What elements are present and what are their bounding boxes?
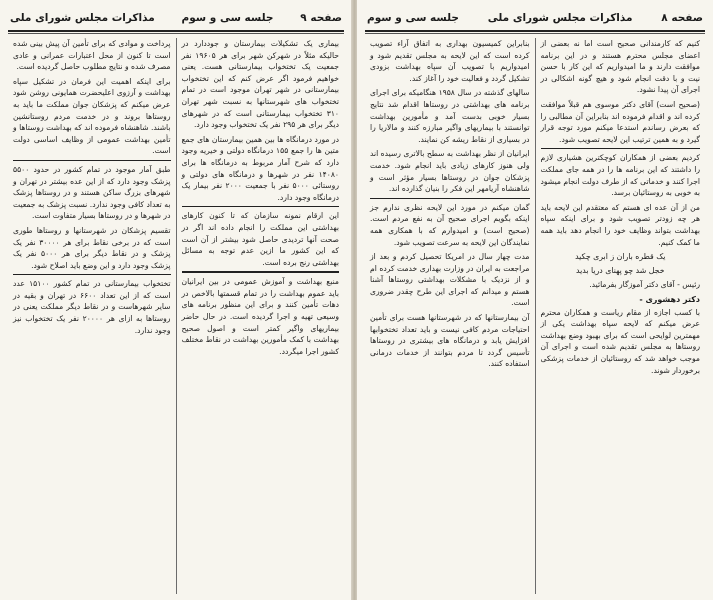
left-page-session: جلسه سی و سوم (181, 12, 274, 24)
paragraph: برای اینکه اهمیت این فرمان در تشکیل سپاه بهداشت و آرزوی اعلیحضرت همایونی روشن شود عرض میکنم که پزشکان جوان مملکت ما باید به روستاها بروند و در خدمت مردم روستانشین باشند. شاهنشاه فرموده اند که بهداشت روستاها و تأمین بهداشت عمومی از وظایف اساسی دولت است. (13, 76, 171, 156)
paragraph: منبع بهداشت و آموزش عمومی در بین ایرانیان باید عموم بهداشت را در تمام قسمتها بالاخص در دهات تأمین کنند و برای این منظور برنامه های وسیعی تهیه و اجرا گردیده است. در حال حاضر بیماریهای واگیر کمتر است و اصول صحیح بهداشت با کمک مأمورین بهداشت در نقاط مختلف کشور اجرا میگردد. (181, 277, 339, 356)
left-page-number: صفحه ۹ (300, 12, 342, 24)
left-page-left-column (8, 38, 176, 594)
paragraph: این ارقام نمونه سازمان که تا کنون کارهای بهداشتی این مملکت را انجام داده اند اگر در صحت آنها تردیدی حاصل شود بیشتر از آن است که این کشور ما ازین عدم توجه به مسائل بهداشتی رنج برده است. (181, 211, 339, 267)
paragraph: گمان میکنم در مورد این لایحه نظری ندارم جز اینکه بگویم اجرای صحیح آن به نفع مردم است. (صحیح است) و امیدوارم که با همکاری همه نمایندگان این لایحه به سرعت تصویب شود. (370, 202, 530, 247)
left-page-right-column (177, 38, 345, 594)
right-page-header (367, 8, 703, 28)
speaker-name: دکتر دهشوری - (639, 294, 700, 304)
right-page-session: جلسه سی و سوم (367, 12, 459, 24)
divider (13, 160, 171, 161)
paragraph: با کسب اجازه از مقام ریاست و همکاران محترم عرض میکنم که لایحه سپاه بهداشت یکی از مهمترین لوایحی است که برای بهبود وضع بهداشت روستاها به مجلس تقدیم شده است و اجرای آن موجب خواهد شد که روستائیان از خدمات پزشکی برخوردار شوند. (540, 307, 700, 375)
right-page-number: صفحه ۸ (661, 12, 703, 24)
poem-line: یک قطره باران ز ابری چکید (575, 252, 666, 262)
paragraph: کنیم که کارمندانی صحیح است اما نه بعضی از اعضای مجلس محترم هستند و در این برنامه موافقت دارند و ما امیدواریم که این کار با حسن نیت و با دقت انجام شود و هیچ گونه اشکالی در اجرای آن پیدا نشود. (540, 39, 700, 95)
paragraph: بیماری یک تشکیلات بیمارستان و جوددارد در حالیکه مثلاً در شهرکن شهر برای هر ۱۹۶۰۵ نفر جمعیت یک تختخواب بیمارستانی هست. یعنی خواهیم فرمود اگر عرض کنم که این تختخواب بیمارستانی در شهر تهران موجود است در تمام تختخواب های شهرستانها به نسبت شهر تهران ۳۱۰ تختخواب بیمارستانی است که در شهرهای دیگر برای هر ۲۹۵ نفر یک تختخواب وجود دارد. (181, 39, 339, 130)
paragraph: طبق آمار موجود در تمام کشور در حدود ۵۵۰۰ پزشک وجود دارد که از این عده بیشتر در تهران و شهرهای بزرگ ساکن هستند و در روستاها پزشک به تعداد کافی وجود ندارد. نسبت پزشک به جمعیت در شهرها و در روستاها بسیار متفاوت است. (13, 164, 171, 221)
right-page-title: مذاکرات مجلس شورای ملی (487, 12, 633, 24)
paragraph: مدت چهار سال در امریکا تحصیل کردم و بعد از مراجعت به ایران در وزارت بهداری خدمت کرده ام و از نزدیک با مشکلات بهداشتی روستاها آشنا هستم و میدانم که اجرای این طرح چقدر ضروری است. (370, 252, 530, 308)
left-page-columns (8, 38, 344, 594)
right-header-rule (365, 30, 705, 32)
left-header-rule (8, 30, 344, 32)
divider (13, 274, 171, 275)
left-page-header (10, 8, 342, 28)
divider (182, 271, 340, 273)
paragraph: آن بیمارستانها که در شهرستانها هست برای تأمین احتیاجات مردم کافی نیست و باید تعداد تختخوابها افزایش یابد و درمانگاه های بیشتری در روستاها تأسیس گردد تا مردم بتوانند از خدمات درمانی استفاده کنند. (370, 313, 530, 369)
divider (370, 198, 530, 199)
right-page-columns (365, 38, 705, 594)
left-page-title: مذاکرات مجلس شورای ملی (10, 12, 155, 24)
paragraph: در مورد درمانگاه ها بین همین بیمارستان های جمع متین ها را جمع ۱۵۵ درمانگاه دولتی و خیریه وجود دارد که شرح آمار مربوط به درمانگاه ها برای ۱۴۰۸۰ نفر در شهرها و درمانگاه های دولتی و روستائی ۵۰۰۰ نفر با جمعیت ۲۰۰۰ نفر بیمار یک درمانگاه وجود دارد. (181, 134, 339, 202)
right-page-left-column (365, 38, 535, 594)
paragraph: سالهای گذشته در سال ۱۹۵۸ هنگامیکه برای اجرای برنامه های بهداشتی در روستاها اقدام شد نتایج بسیار خوبی بدست آمد و مأمورین بهداشت توانستند با بیماریهای واگیر مبارزه کنند و مالاریا را در بسیاری از نقاط ریشه کن نمایند. (370, 88, 530, 144)
paragraph: رئیس - آقای دکتر آموزگار بفرمائید. (589, 280, 700, 290)
paragraph: بنابراین کمیسیون بهداری به اتفاق آراء تصویب کرده است که این لایحه به مجلس تقدیم شود و امیدواریم با تصویب آن سپاه بهداشت بزودی تشکیل گردد و فعالیت خود را آغاز کند. (370, 39, 530, 83)
right-page (357, 0, 713, 600)
poem-line: خجل شد چو پهنای دریا بدید (575, 266, 665, 276)
paragraph: تختخواب بیمارستانی در تمام کشور ۱۵۱۰۰ عدد است که از این تعداد ۶۶۰۰ در تهران و بقیه در سایر شهرهاست و در نقاط دیگر مملکت یعنی در روستاها به ازای هر ۲۰۰۰۰ نفر یک تختخواب نیز وجود ندارد. (13, 279, 171, 335)
right-header-rule-thin (365, 33, 705, 34)
paragraph: تقسیم پزشکان در شهرستانها و روستاها طوری است که در برخی نقاط برای هر ۳۰۰۰۰ نفر یک پزشک و در نقاط دیگر برای هر ۵۰۰۰ نفر یک پزشک وجود دارد و این وضع باید اصلاح شود. (13, 225, 171, 270)
right-page-right-column (536, 38, 706, 594)
divider (541, 148, 701, 149)
paragraph: من از آن عده ای هستم که معتقدم این لایحه باید هر چه زودتر تصویب شود و برای اینکه سپاه بهداشت بتواند وظایف خود را انجام دهد باید همه ما کمک کنیم. (540, 202, 700, 247)
divider (182, 206, 340, 207)
paragraph: (صحیح است) آقای دکتر موسوی هم قبلاً موافقت کرده اند و اقدام فرموده اند بنابراین آن مطالبی را که بعرض رساندم استدعا میکنم مورد توجه قرار گیرد و به همین ترتیب این لایحه تصویب شود. (540, 99, 700, 144)
paragraph: ایرانیان از نظر بهداشت به سطح بالاتری رسیده اند ولی هنوز کارهای زیادی باید انجام شود. خدمت پزشکان جوان در روستاها بسیار مؤثر است و شاهنشاه آریامهر این فکر را بنیان گذارده اند. (370, 149, 530, 194)
paragraph: کردیم بعضی از همکاران کوچکترین هشیاری لازم را داشتند که این برنامه ها را در همه جای مملکت اجرا کنند و خدماتی که از طرف دولت انجام میشود به خوبی به روستائیان برسد. (540, 153, 700, 198)
left-page (0, 0, 352, 600)
left-header-rule-thin (8, 33, 344, 34)
paragraph: پرداخت و موادی که برای تأمین آن پیش بینی شده است تا کنون از محل اعتبارات عمرانی و عادی مصرف شده و نتایج مطلوب حاصل گردیده است. (13, 39, 171, 72)
